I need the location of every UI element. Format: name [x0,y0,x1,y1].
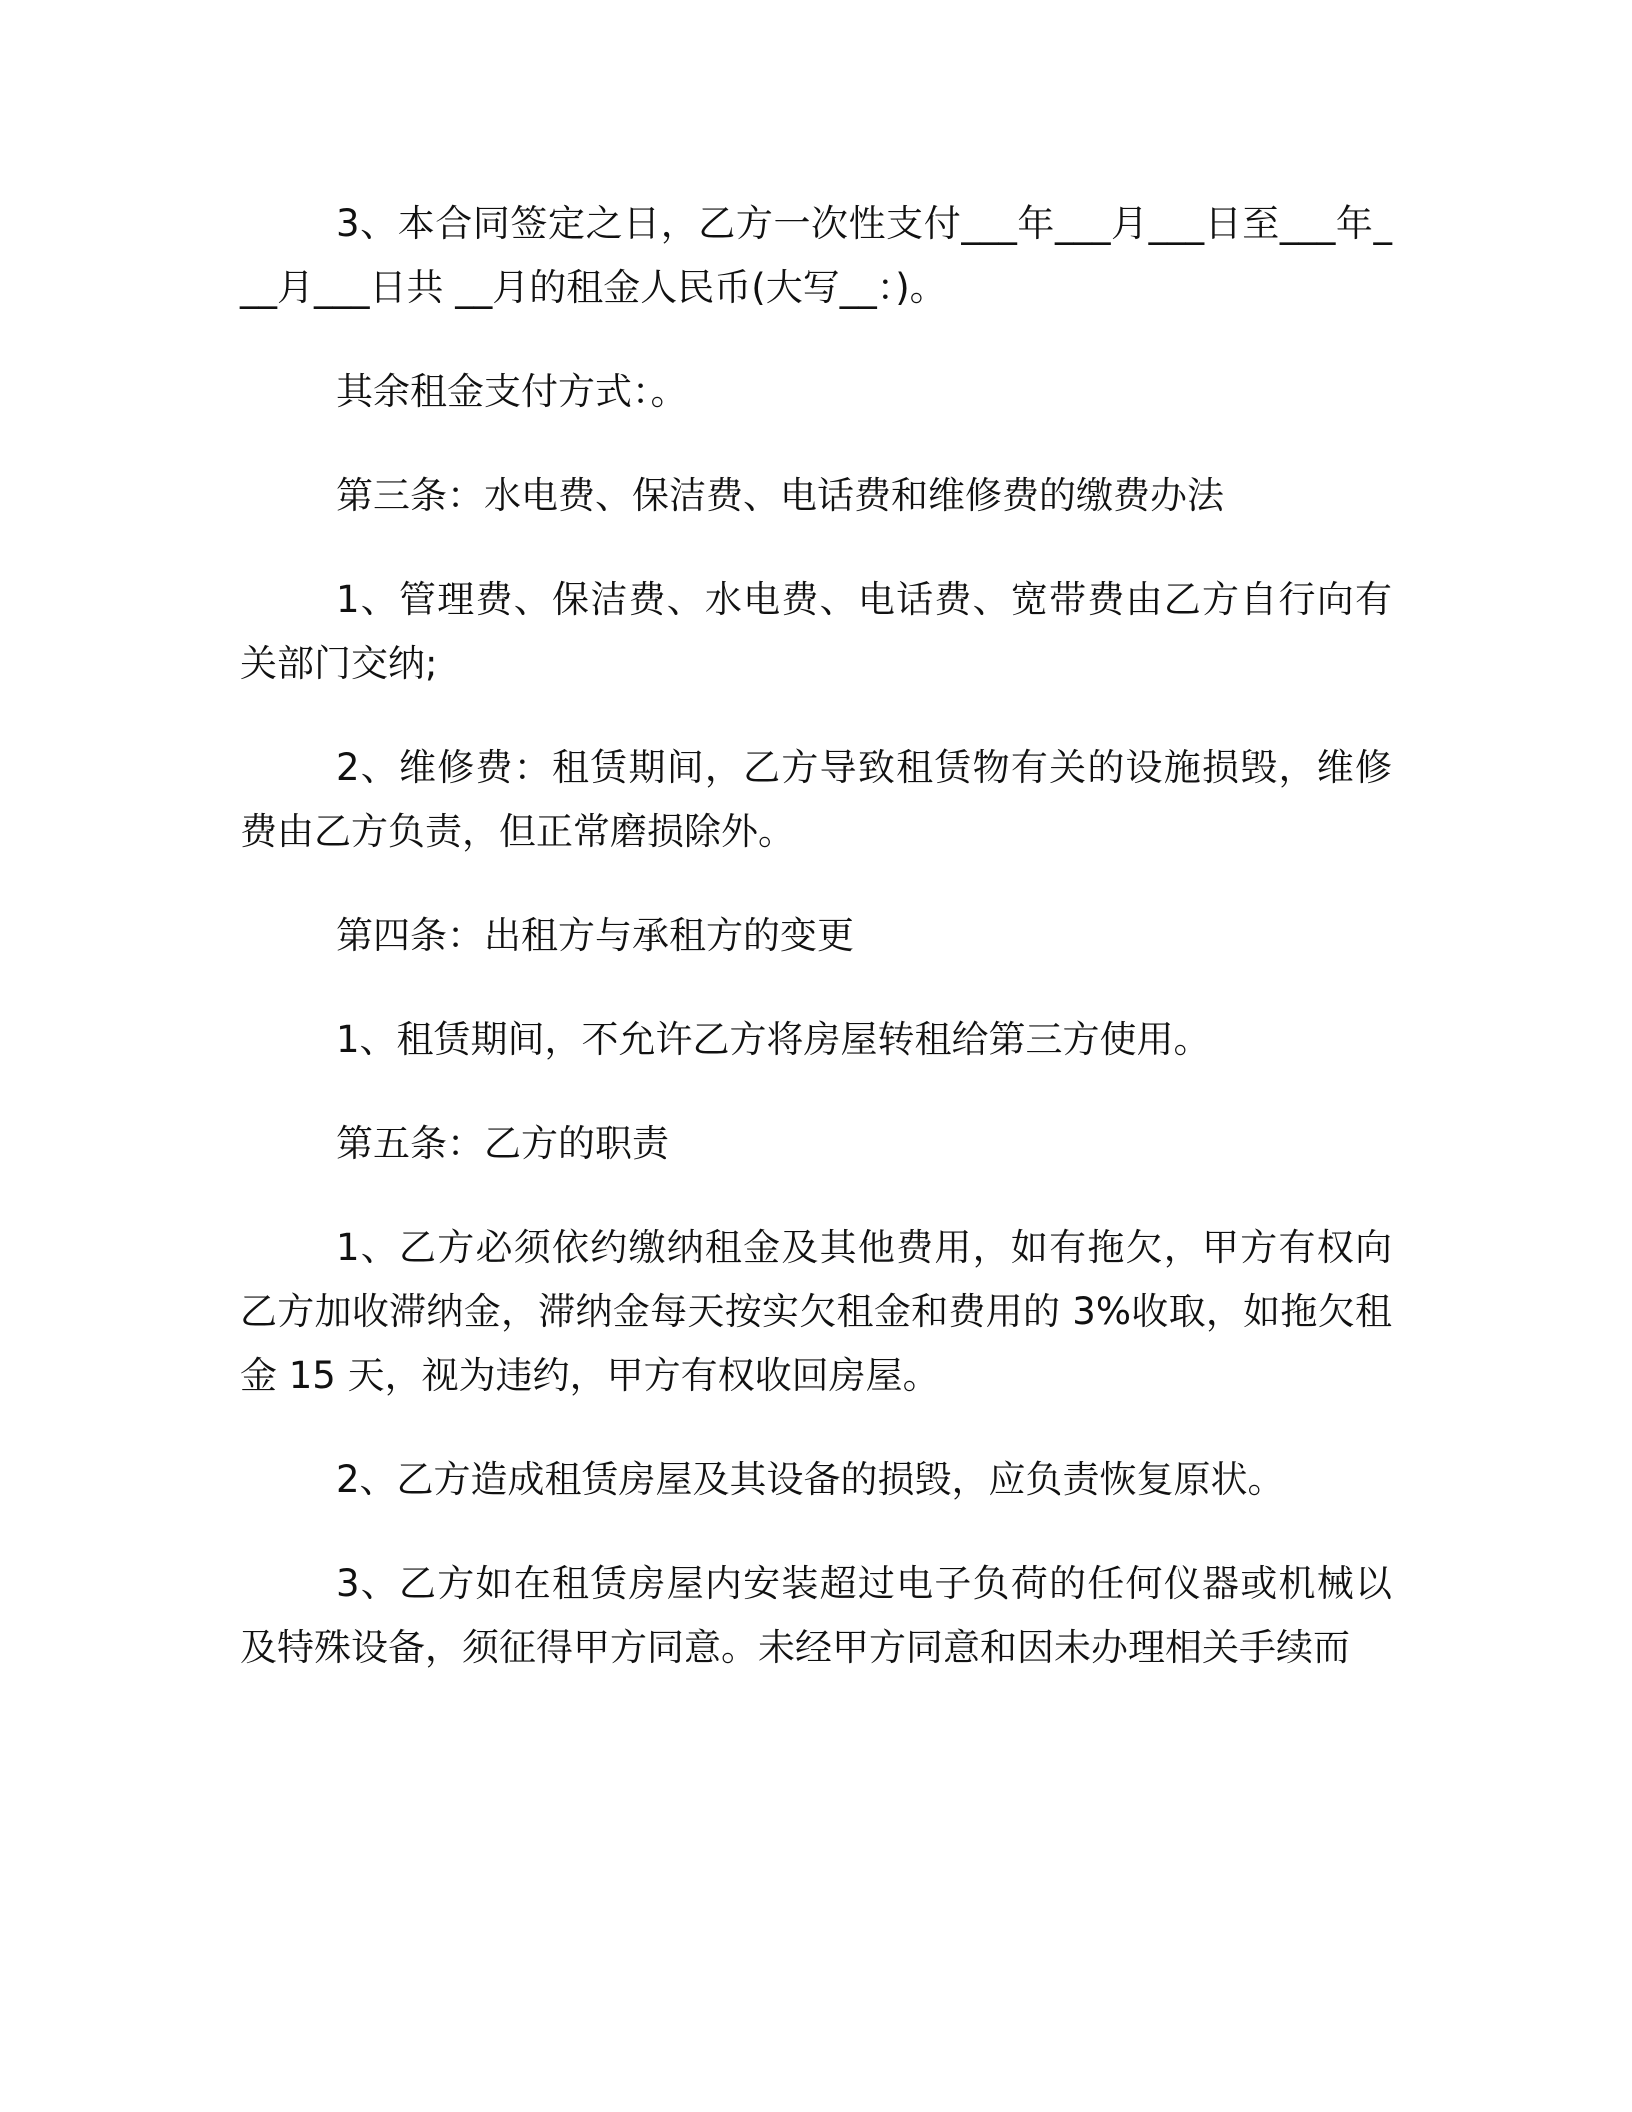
paragraph-sublet: 1、租赁期间，不允许乙方将房屋转租给第三方使用。 [336,1018,1211,1061]
paragraph-late-fee: 1、乙方必须依约缴纳租金及其他费用，如有拖欠，甲方有权向乙方加收滞纳金，滞纳金每天按实欠租金和费用的 3%收取，如拖欠租金 15 天，视为违约，甲方有权收回房屋。 [240,1226,1392,1397]
paragraph-other-payment: 其余租金支付方式：。 [336,370,688,413]
article-five-heading: 第五条：乙方的职责 [336,1122,669,1165]
paragraph-fees: 1、管理费、保洁费、水电费、电话费、宽带费由乙方自行向有关部门交纳; [240,578,1392,685]
document-body [240,192,1392,1680]
paragraph-maintenance: 2、维修费：租赁期间，乙方导致租赁物有关的设施损毁，维修费由乙方负责，但正常磨损除外。 [240,746,1392,853]
paragraph-rent-payment: 3、本合同签定之日，乙方一次性支付___年___月___日至___年___月___日共 __月的租金人民币(大写__：)。 [240,202,1392,309]
paragraph-equipment: 3、乙方如在租赁房屋内安装超过电子负荷的任何仪器或机械以及特殊设备，须征得甲方同意。未经甲方同意和因未办理相关手续而 [240,1562,1392,1669]
article-three-heading: 第三条：水电费、保洁费、电话费和维修费的缴费办法 [336,474,1224,517]
paragraph-damage: 2、乙方造成租赁房屋及其设备的损毁，应负责恢复原状。 [336,1458,1285,1501]
article-four-heading: 第四条：出租方与承租方的变更 [336,914,854,957]
